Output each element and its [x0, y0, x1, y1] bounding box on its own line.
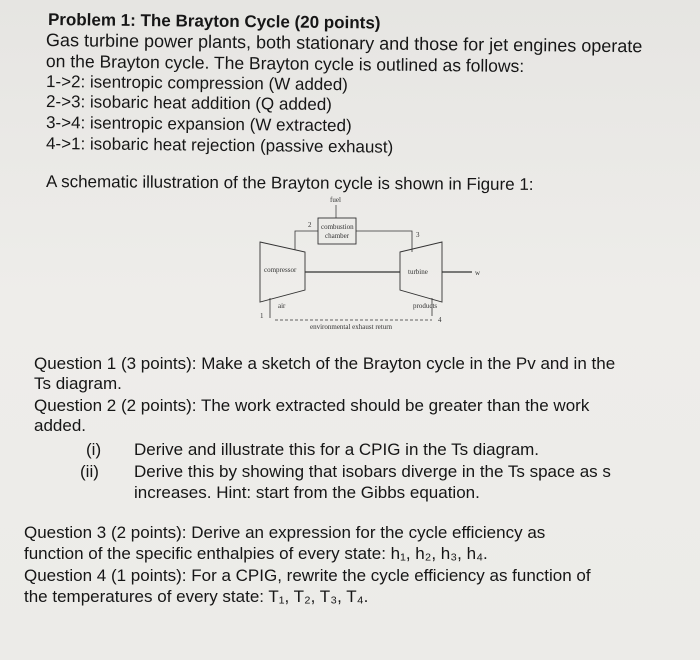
- question-2-line-1: Question 2 (2 points): The work extracted should be greater than the work: [34, 396, 590, 415]
- combustion-label-2: chamber: [325, 232, 350, 240]
- air-label: air: [278, 302, 286, 310]
- item-i-text: Derive and illustrate this for a CPIG in the Ts diagram.: [134, 440, 540, 459]
- state-2-label: 2: [308, 221, 312, 229]
- combustion-chamber-box: [318, 218, 356, 244]
- products-label: products: [413, 302, 438, 310]
- intro-line-1: Gas turbine power plants, both stationary and those for jet engines operate: [45, 30, 643, 57]
- return-label: environmental exhaust return: [310, 323, 393, 331]
- item-ii-text-2: increases. Hint: start from the Gibbs equation.: [134, 483, 480, 502]
- step-1: 1->2: isentropic compression (W added): [45, 72, 348, 95]
- flow-3-line: [356, 231, 412, 252]
- compressor-label: compressor: [264, 266, 297, 274]
- item-ii-text-1: Derive this by showing that isobars diverge in the Ts space as s: [134, 462, 611, 481]
- work-label: w: [475, 269, 481, 277]
- state-1-label: 1: [260, 312, 264, 320]
- question-3-line-1: Question 3 (2 points): Derive an expression for the cycle efficiency as: [24, 523, 546, 542]
- question-3-line-2: function of the specific enthalpies of every state: h₁, h₂, h₃, h₄.: [24, 544, 488, 563]
- question-1-line-2: Ts diagram.: [34, 374, 122, 393]
- state-3-label: 3: [416, 231, 420, 239]
- question-4-line-1: Question 4 (1 points): For a CPIG, rewrite the cycle efficiency as function of: [24, 566, 591, 585]
- step-3: 3->4: isentropic expansion (W extracted): [45, 113, 352, 136]
- question-2-line-2: added.: [34, 416, 86, 435]
- turbine-label: turbine: [408, 268, 428, 276]
- intro-line-2: on the Brayton cycle. The Brayton cycle is outlined as follows:: [45, 51, 525, 77]
- question-4-line-2: the temperatures of every state: T₁, T₂, T₃, T₄.: [24, 587, 369, 606]
- question-1-line-1: Question 1 (3 points): Make a sketch of the Brayton cycle in the Pv and in the: [34, 354, 616, 373]
- step-4: 4->1: isobaric heat rejection (passive exhaust): [45, 134, 394, 157]
- item-ii-number: (ii): [80, 462, 99, 481]
- state-4-label: 4: [438, 316, 442, 324]
- problem-title: Problem 1: The Brayton Cycle (20 points): [47, 10, 381, 33]
- brayton-cycle-figure: [250, 190, 510, 340]
- item-i-number: (i): [86, 440, 102, 459]
- schematic-intro: A schematic illustration of the Brayton cycle is shown in Figure 1:: [45, 172, 534, 194]
- fuel-label: fuel: [330, 196, 341, 204]
- step-2: 2->3: isobaric heat addition (Q added): [45, 92, 332, 114]
- combustion-label-1: combustion: [321, 223, 354, 231]
- flow-2-line: [295, 231, 318, 250]
